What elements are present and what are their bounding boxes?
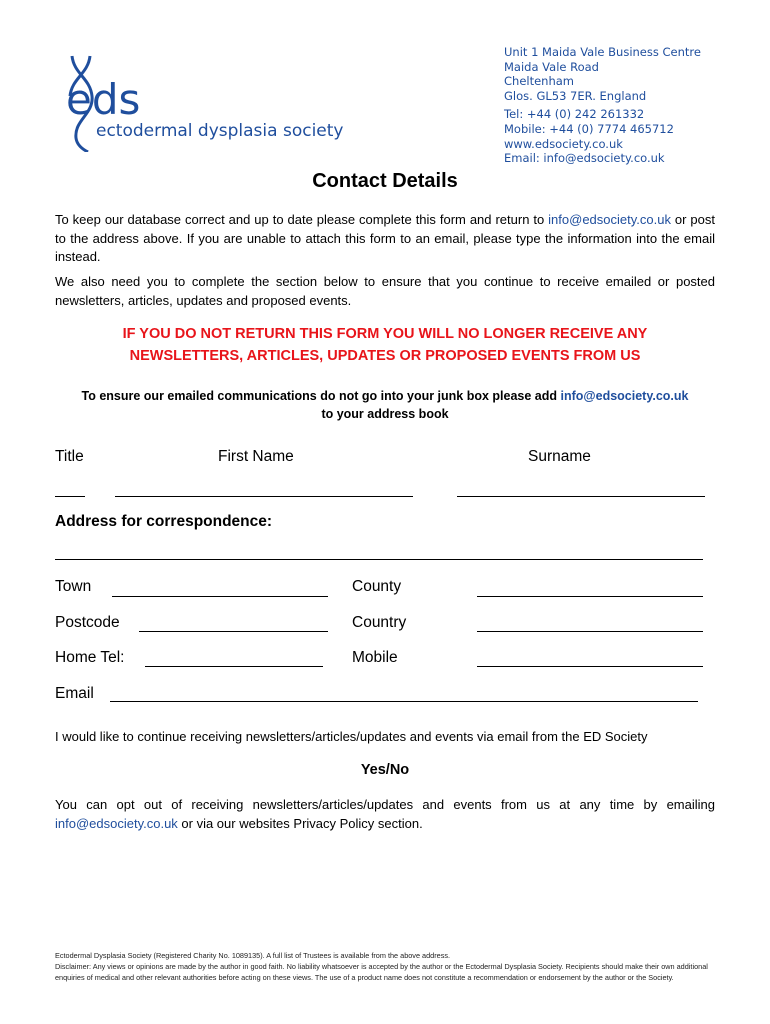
footer-line: Disclaimer: Any views or opinions are made by the author in good faith. No liability whatsoever is accepted by the author or the Ectodermal Dysplasia Society. Recipients should make their own additional — [55, 962, 708, 971]
country-label: Country — [352, 614, 407, 631]
address-line: Maida Vale Road — [504, 59, 599, 74]
address-line: Unit 1 Maida Vale Business Centre — [504, 45, 701, 59]
town-label: Town — [55, 578, 92, 595]
email-label: Email — [55, 685, 94, 702]
warning-line: NEWSLETTERS, ARTICLES, UPDATES OR PROPOSED EVENTS FROM US — [129, 348, 641, 364]
country-field[interactable] — [477, 631, 703, 632]
telephone: Tel: +44 (0) 242 261332 — [504, 107, 645, 122]
surname-field[interactable] — [457, 496, 705, 497]
dna-helix-icon — [60, 52, 350, 152]
email-link[interactable]: info@edsociety.co.uk — [548, 212, 671, 227]
opt-out-paragraph — [55, 796, 715, 833]
first-name-label: First Name — [218, 448, 294, 465]
title-field[interactable] — [55, 496, 85, 497]
county-field[interactable] — [477, 596, 703, 597]
section-note: We also need you to complete the section below to ensure that you continue to receive emailed or posted newsletters, articles, updates and proposed events. — [55, 274, 715, 308]
intro-paragraph — [55, 211, 715, 267]
title-label: Title — [55, 448, 84, 465]
footer-line: Ectodermal Dysplasia Society (Registered Charity No. 1089135). A full list of Trustees is available from the above address. — [55, 951, 451, 960]
logo-subtitle: ectodermal dysplasia society — [96, 121, 344, 141]
junk-text: To ensure our emailed communications do not go into your junk box please add — [81, 389, 561, 403]
email-link[interactable]: Email: info@edsociety.co.uk — [504, 151, 665, 166]
county-label: County — [352, 578, 402, 595]
mobile: Mobile: +44 (0) 7774 465712 — [504, 121, 674, 136]
footer — [55, 950, 725, 983]
intro-text: To keep our database correct and up to date please complete this form and return to — [55, 212, 545, 227]
consent-text: I would like to continue receiving newsletters/articles/updates and events via email from the ED Society — [55, 729, 648, 744]
first-name-field[interactable] — [115, 496, 413, 497]
home-tel-field[interactable] — [145, 666, 323, 667]
address-field[interactable] — [55, 559, 703, 560]
email-field[interactable] — [110, 701, 698, 702]
address-label: Address for correspondence: — [55, 513, 273, 530]
address-line: Glos. GL53 7ER. England — [504, 88, 647, 103]
opt-out-text: You can opt out of receiving newsletters/articles/updates and events from us at any time by emailing — [55, 797, 715, 812]
email-link[interactable]: info@edsociety.co.uk — [560, 389, 689, 403]
logo-mark: eds — [66, 75, 141, 124]
footer-line: enquiries of medical and other relevant authorities before acting on these views. The use of a product name does not constitute a recommendation or endorsement by the author or the Society. — [55, 973, 674, 982]
warning-line: IF YOU DO NOT RETURN THIS FORM YOU WILL NO LONGER RECEIVE ANY — [122, 326, 648, 342]
home-tel-label: Home Tel: — [55, 649, 125, 666]
warning-notice — [0, 323, 770, 367]
mobile-field[interactable] — [477, 666, 703, 667]
eds-logo — [60, 52, 350, 152]
postcode-label: Postcode — [55, 614, 120, 631]
email-link[interactable]: info@edsociety.co.uk — [55, 815, 178, 831]
website-link[interactable]: www.edsociety.co.uk — [504, 136, 623, 151]
town-field[interactable] — [112, 596, 328, 597]
postcode-field[interactable] — [139, 631, 328, 632]
intro-text: or post to the address above. If you are unable to attach this form to an email, please type the information into the email instead. — [55, 212, 715, 264]
surname-label: Surname — [528, 448, 591, 465]
page-title: Contact Details — [312, 170, 458, 192]
yes-no-choice[interactable]: Yes/No — [360, 762, 410, 778]
junk-notice — [0, 387, 770, 423]
address-block — [504, 45, 701, 166]
junk-text: to your address book — [321, 407, 449, 421]
mobile-label: Mobile — [352, 649, 398, 666]
address-line: Cheltenham — [504, 74, 574, 89]
opt-out-text: or via our websites Privacy Policy section. — [177, 815, 423, 831]
